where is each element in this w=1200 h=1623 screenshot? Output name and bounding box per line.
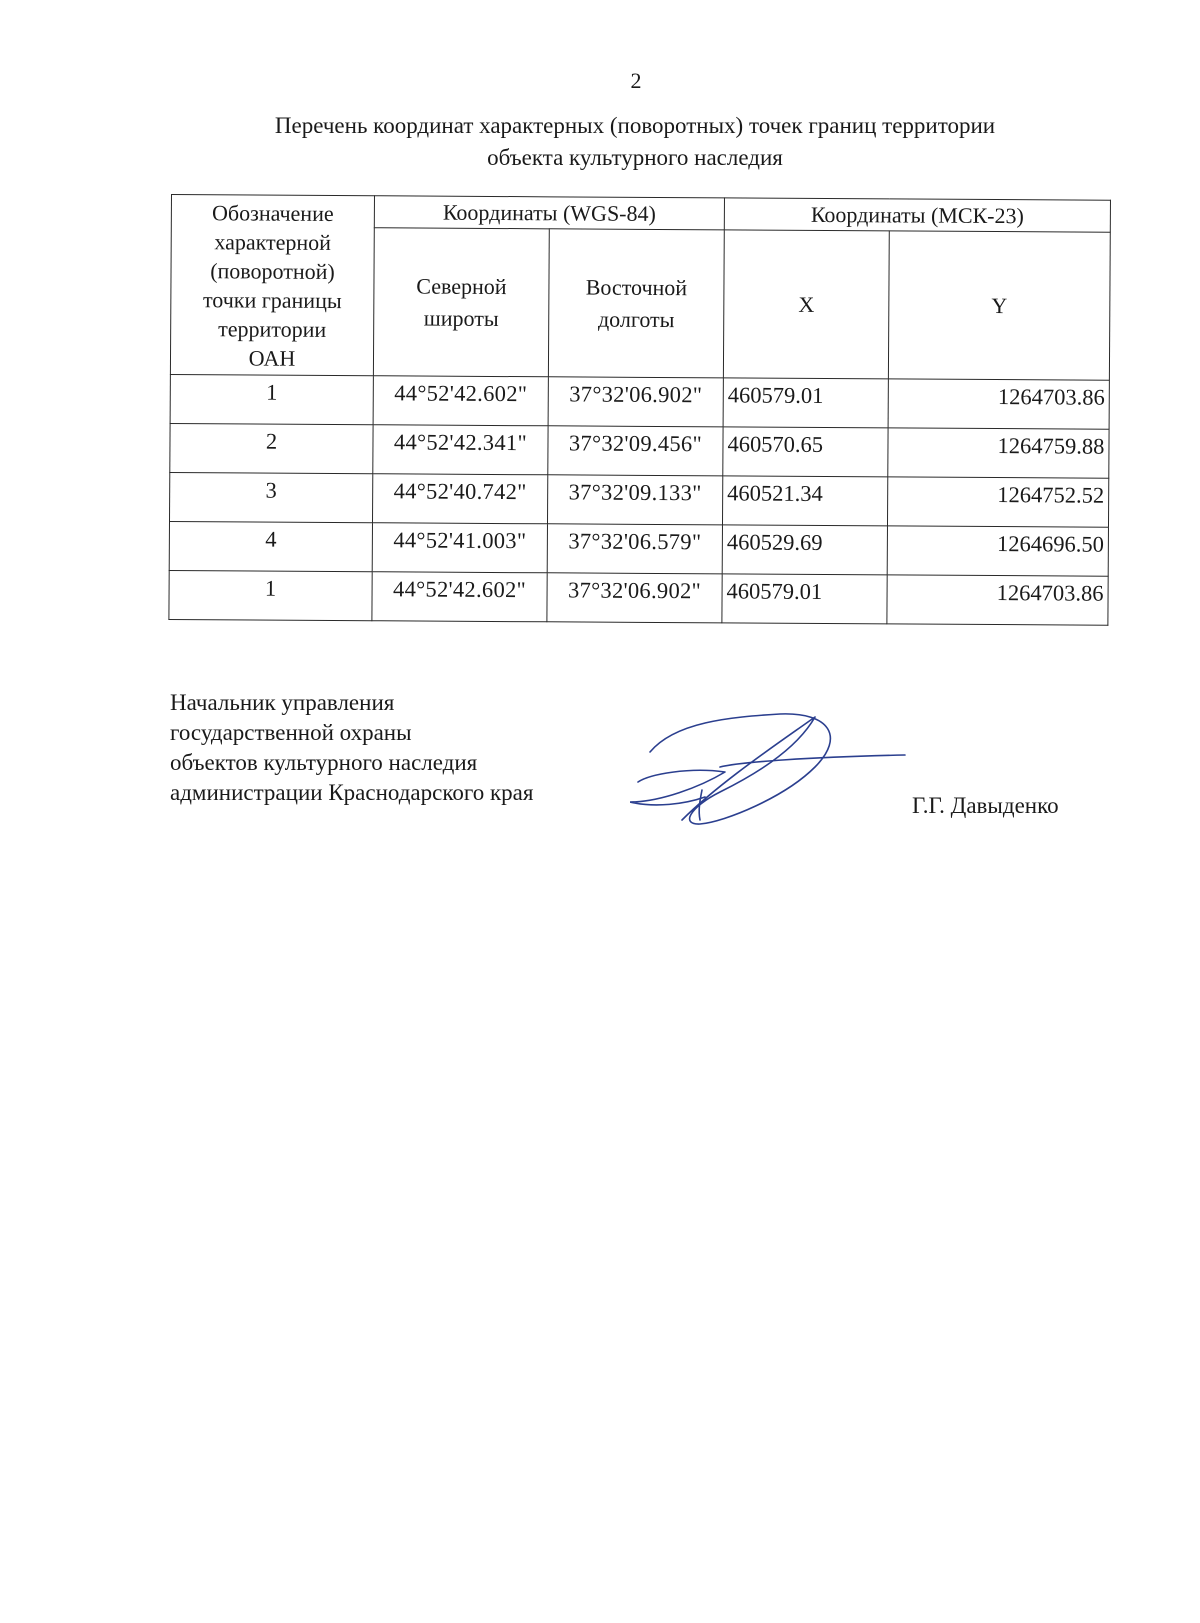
cell-y: 1264703.86 [888, 379, 1109, 429]
cell-latitude: 44°52'40.742" [372, 474, 547, 524]
header-latitude-line: Северной [416, 273, 507, 299]
cell-y: 1264759.88 [888, 428, 1109, 478]
document-title-line-2: объекта культурного наследия [487, 145, 783, 170]
table-row [169, 472, 1108, 527]
cell-x: 460570.65 [723, 427, 888, 477]
header-longitude-line: долготы [597, 306, 675, 332]
cell-longitude: 37°32'09.133" [547, 475, 722, 525]
cell-point: 4 [169, 521, 372, 571]
cell-x: 460579.01 [722, 574, 887, 624]
cell-y: 1264703.86 [887, 575, 1108, 625]
header-designation-line: ОАН [248, 344, 296, 371]
header-msk23: Координаты (МСК-23) [724, 198, 1110, 232]
header-y: Y [888, 231, 1110, 380]
cell-x: 460521.34 [722, 476, 887, 526]
cell-longitude: 37°32'06.902" [547, 573, 722, 623]
cell-longitude: 37°32'06.902" [548, 377, 723, 427]
header-designation-line: территории [218, 315, 327, 342]
header-latitude-line: широты [423, 305, 499, 331]
signer-name: Г.Г. Давыденко [912, 793, 1059, 818]
cell-latitude: 44°52'42.602" [372, 572, 547, 622]
header-latitude [373, 228, 549, 377]
coordinates-table [168, 194, 1111, 626]
cell-point: 2 [170, 423, 373, 473]
header-x: X [723, 230, 889, 379]
signatory-position-line: объектов культурного наследия [170, 750, 478, 775]
cell-latitude: 44°52'42.341" [373, 425, 548, 475]
cell-x: 460579.01 [723, 378, 888, 428]
cell-x: 460529.69 [722, 525, 887, 575]
signatory-position-line: Начальник управления [170, 690, 395, 715]
cell-point: 1 [169, 570, 372, 620]
header-longitude [548, 229, 724, 378]
table-row [170, 423, 1109, 478]
header-designation-line: (поворотной) [210, 257, 335, 284]
table-row [170, 374, 1109, 429]
cell-latitude: 44°52'41.003" [372, 523, 547, 573]
handwritten-signature [630, 712, 920, 852]
signatory-position-line: государственной охраны [170, 720, 412, 745]
cell-y: 1264696.50 [887, 526, 1108, 576]
table-row [169, 570, 1108, 625]
document-title-line-1: Перечень координат характерных (поворотных) точек границ территории [274, 113, 996, 138]
header-point-designation [170, 195, 374, 376]
cell-point: 1 [170, 374, 373, 424]
cell-point: 3 [169, 472, 372, 522]
signatory-position-line: администрации Краснодарского края [170, 780, 534, 805]
cell-longitude: 37°32'09.456" [548, 426, 723, 476]
page-number: 2 [630, 68, 642, 93]
header-wgs84: Координаты (WGS-84) [374, 196, 724, 230]
cell-latitude: 44°52'42.602" [373, 376, 548, 426]
table-row [169, 521, 1108, 576]
cell-y: 1264752.52 [887, 477, 1108, 527]
header-designation-line: характерной [214, 228, 332, 255]
header-longitude-line: Восточной [585, 274, 688, 300]
header-designation-line: точки границы [202, 286, 342, 313]
cell-longitude: 37°32'06.579" [547, 524, 722, 574]
document-title [170, 110, 1100, 174]
signatory-position [170, 688, 533, 808]
header-designation-line: Обозначение [212, 199, 334, 226]
